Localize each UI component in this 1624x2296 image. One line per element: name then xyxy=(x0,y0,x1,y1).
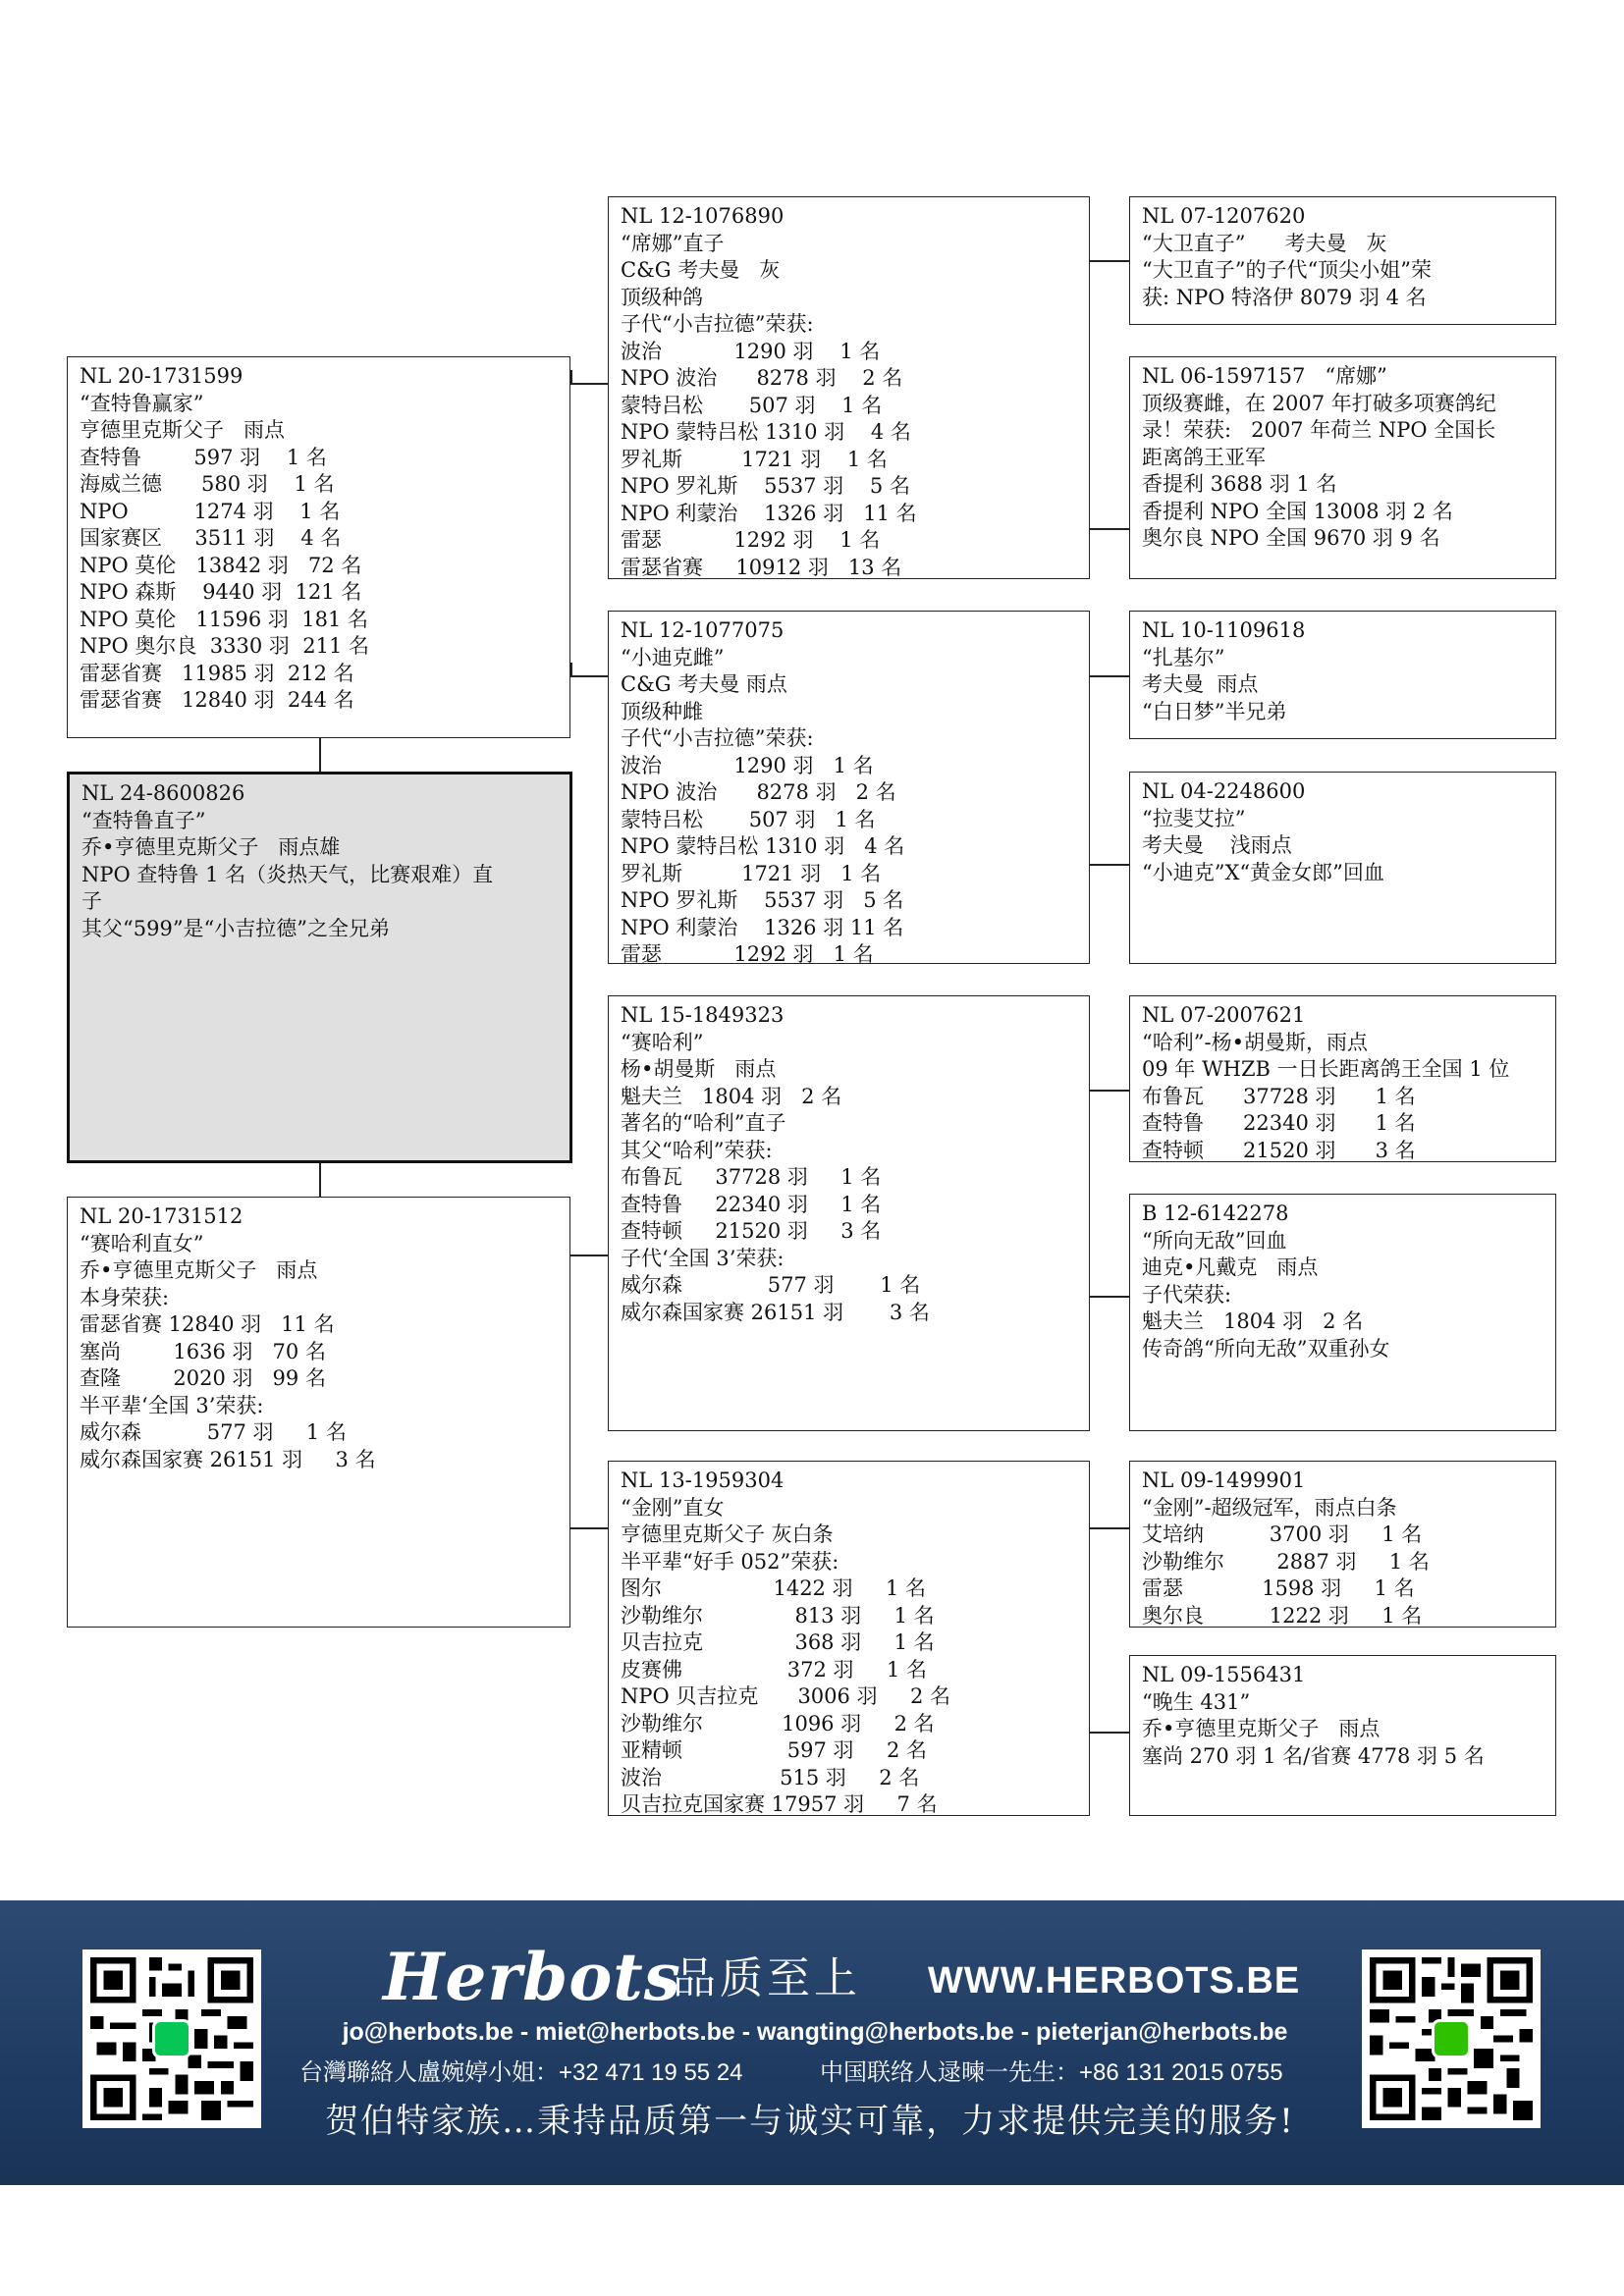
pedigree-line: 著名的“哈利”直子 xyxy=(621,1111,786,1135)
pedigree-line: NPO 利蒙治 1326 羽 11 名 xyxy=(621,501,917,525)
pedigree-line: 雷瑟省赛 10912 羽 13 名 xyxy=(621,555,902,579)
pedigree-line: 亨德里克斯父子 雨点 xyxy=(80,418,286,442)
pedigree-line: NPO 波治 8278 羽 2 名 xyxy=(621,366,903,390)
pedigree-line: 查特鲁 22340 羽 1 名 xyxy=(621,1192,882,1216)
wechat-icon xyxy=(1432,2019,1471,2058)
pedigree-line: “查特鲁赢家” xyxy=(80,391,204,415)
ring-number: NL 20-1731599 xyxy=(80,364,244,388)
great-grandparent-2-card xyxy=(1129,356,1556,579)
connector-sire-gp-sd xyxy=(570,663,572,675)
connector-dam-gp-h2 xyxy=(570,1527,608,1529)
tagline: 贺伯特家族…秉持品质第一与诚实可靠，力求提供完美的服务! xyxy=(325,2102,1295,2141)
pedigree-line: 塞尚 1636 羽 70 名 xyxy=(80,1339,326,1363)
pedigree-line: NPO 罗礼斯 5537 羽 5 名 xyxy=(621,888,904,912)
ring-number: NL 06-1597157 “席娜” xyxy=(1142,364,1387,388)
brand-row xyxy=(373,1939,1301,2015)
pedigree-line: “金刚”直女 xyxy=(621,1495,725,1520)
email-list[interactable]: jo@herbots.be - miet@herbots.be - wangting@herbots.be - pieterjan@herbots.be xyxy=(342,2018,1288,2046)
pedigree-line: 获: NPO 特洛伊 8079 羽 4 名 xyxy=(1142,285,1427,309)
pedigree-line: 蒙特吕松 507 羽 1 名 xyxy=(621,807,876,831)
pedigree-line: 其父“哈利”荣获: xyxy=(621,1138,773,1162)
ring-number: NL 09-1556431 xyxy=(1142,1663,1306,1686)
connector-gp4-ggp-h2 xyxy=(1090,1732,1129,1734)
footer-banner xyxy=(0,1900,1624,2185)
pedigree-line: 海威兰德 580 羽 1 名 xyxy=(80,472,335,496)
pedigree-line: 威尔森国家赛 26151 羽 3 名 xyxy=(621,1300,930,1324)
pedigree-line: 雷瑟省赛 12840 羽 244 名 xyxy=(80,688,354,712)
pedigree-line: “哈利”-杨•胡曼斯，雨点 xyxy=(1142,1030,1368,1054)
great-grandparent-4-card xyxy=(1129,772,1556,964)
pedigree-line: 沙勒维尔 813 羽 1 名 xyxy=(621,1603,935,1628)
pedigree-line: 子代“小吉拉德”荣获: xyxy=(621,726,814,750)
pedigree-line: “大卫直子”的子代“顶尖小姐”荣 xyxy=(1142,258,1432,282)
pedigree-line: 艾培纳 3700 羽 1 名 xyxy=(1142,1522,1423,1546)
qr-code-line[interactable] xyxy=(82,1949,261,2128)
pedigree-line: 乔•亨德里克斯父子 雨点 xyxy=(80,1258,318,1282)
ring-number: NL 07-1207620 xyxy=(1142,204,1306,228)
ring-number: NL 09-1499901 xyxy=(1142,1468,1306,1492)
pedigree-line: 塞尚 270 羽 1 名/省赛 4778 羽 5 名 xyxy=(1142,1743,1485,1768)
pedigree-line: 奥尔良 1222 羽 1 名 xyxy=(1142,1603,1423,1628)
pedigree-line: NPO 查特鲁 1 名（炎热天气，比赛艰难）直 xyxy=(81,862,494,886)
ring-number: NL 04-2248600 xyxy=(1142,779,1306,803)
ring-number: B 12-6142278 xyxy=(1142,1201,1289,1225)
great-grandparent-8-card xyxy=(1129,1655,1556,1816)
pedigree-line: 查特顿 21520 羽 3 名 xyxy=(1142,1138,1416,1162)
line-app-icon xyxy=(152,2019,191,2058)
connector-gp1-ggp-h2 xyxy=(1090,528,1129,530)
pedigree-line: 图尔 1422 羽 1 名 xyxy=(621,1576,927,1600)
pedigree-line: 威尔森 577 羽 1 名 xyxy=(621,1273,921,1297)
pedigree-line: 波治 515 羽 2 名 xyxy=(621,1765,920,1789)
pedigree-line: “大卫直子” 考夫曼 灰 xyxy=(1142,231,1387,255)
ring-number: NL 13-1959304 xyxy=(621,1468,785,1492)
pedigree-line: 09 年 WHZB 一日长距离鸽王全国 1 位 xyxy=(1142,1057,1510,1081)
great-grandparent-6-card xyxy=(1129,1194,1556,1431)
pedigree-line: NPO 波治 8278 羽 2 名 xyxy=(621,780,896,804)
grandparent-sire-sire-card xyxy=(608,196,1090,579)
pedigree-line: 顶级种鸽 xyxy=(621,285,703,309)
pedigree-line: 查特鲁 597 羽 1 名 xyxy=(80,445,327,469)
pedigree-line: 距离鸽王亚军 xyxy=(1142,445,1266,469)
connector-dam-gp-h1 xyxy=(570,1255,608,1256)
pedigree-line: 波治 1290 羽 1 名 xyxy=(621,339,881,363)
grandparent-dam-dam-card xyxy=(608,1461,1090,1816)
pedigree-line: 奥尔良 NPO 全国 9670 羽 9 名 xyxy=(1142,526,1440,550)
great-grandparent-1-card xyxy=(1129,196,1556,325)
pedigree-line: 杨•胡曼斯 雨点 xyxy=(621,1057,777,1081)
pedigree-line: 雷瑟省赛 11985 羽 212 名 xyxy=(80,661,354,685)
pedigree-line: 顶级种雌 xyxy=(621,699,703,723)
connector-sire-gp-ss xyxy=(570,370,572,383)
pedigree-line: 沙勒维尔 2887 羽 1 名 xyxy=(1142,1549,1430,1574)
connector-gp3-ggp-h2 xyxy=(1090,1296,1129,1298)
pedigree-line: 布鲁瓦 37728 羽 1 名 xyxy=(1142,1084,1416,1108)
connector-gp2-ggp-h1 xyxy=(1090,675,1129,677)
pedigree-line: C&G 考夫曼 灰 xyxy=(621,258,781,282)
parent-dam-card xyxy=(67,1197,570,1628)
connector-sire-subject xyxy=(319,737,321,772)
pedigree-line: 乔•亨德里克斯父子 雨点 xyxy=(1142,1717,1380,1740)
pedigree-line: 魁夫兰 1804 羽 2 名 xyxy=(621,1084,842,1108)
ring-number: NL 12-1077075 xyxy=(621,618,785,642)
pedigree-line: 国家赛区 3511 羽 4 名 xyxy=(80,526,342,550)
connector-sire-gp-h1 xyxy=(570,383,608,385)
herbots-logo[interactable]: Herbots xyxy=(383,1939,681,2015)
pedigree-line: 皮赛佛 372 羽 1 名 xyxy=(621,1657,927,1682)
pedigree-line: “白日梦”半兄弟 xyxy=(1142,699,1287,723)
pedigree-line: NPO 莫伦 11596 羽 181 名 xyxy=(80,607,369,631)
pedigree-line: NPO 1274 羽 1 名 xyxy=(80,499,341,523)
pedigree-line: 亨德里克斯父子 灰白条 xyxy=(621,1522,834,1546)
pedigree-line: “小迪克雌” xyxy=(621,645,725,669)
brand-slogan: 品质至上 xyxy=(673,1953,861,2003)
pedigree-line: 查隆 2020 羽 99 名 xyxy=(80,1366,326,1390)
pedigree-line: “金刚”-超级冠军，雨点白条 xyxy=(1142,1495,1397,1520)
ring-number: NL 10-1109618 xyxy=(1142,618,1306,642)
pedigree-line: 子代‘全国 3’荣获: xyxy=(621,1246,785,1270)
pedigree-line: “赛哈利” xyxy=(621,1030,704,1054)
pedigree-line: 乔•亨德里克斯父子 雨点雄 xyxy=(81,835,341,859)
pedigree-line: 威尔森国家赛 26151 羽 3 名 xyxy=(80,1447,376,1471)
pedigree-line: “席娜”直子 xyxy=(621,231,725,255)
great-grandparent-3-card xyxy=(1129,611,1556,739)
qr-code-wechat[interactable] xyxy=(1362,1949,1541,2128)
pedigree-line: 魁夫兰 1804 羽 2 名 xyxy=(1142,1309,1364,1333)
pedigree-line: NPO 蒙特吕松 1310 羽 4 名 xyxy=(621,834,905,858)
pedigree-line: 香提利 3688 羽 1 名 xyxy=(1142,472,1337,496)
pedigree-line: 本身荣获: xyxy=(80,1285,170,1309)
great-grandparent-7-card xyxy=(1129,1461,1556,1628)
pedigree-line: 威尔森 577 羽 1 名 xyxy=(80,1420,347,1444)
pedigree-line: “拉斐艾拉” xyxy=(1142,806,1246,830)
pedigree-line: “小迪克”X“黄金女郎”回血 xyxy=(1142,860,1384,884)
pedigree-line: 蒙特吕松 507 羽 1 名 xyxy=(621,393,883,417)
subject-pigeon-card xyxy=(67,772,572,1163)
pedigree-line: 子代“小吉拉德”荣获: xyxy=(621,312,814,336)
pedigree-line: NPO 贝吉拉克 3006 羽 2 名 xyxy=(621,1684,950,1708)
pedigree-line: 子代荣获: xyxy=(1142,1282,1232,1307)
pedigree-line: 半平辈‘全国 3’荣获: xyxy=(80,1393,264,1417)
pedigree-line: 罗礼斯 1721 羽 1 名 xyxy=(621,861,882,885)
pedigree-line: “查特鲁直子” xyxy=(81,808,206,832)
pedigree-line: 香提利 NPO 全国 13008 羽 2 名 xyxy=(1142,499,1453,523)
pedigree-line: 沙勒维尔 1096 羽 2 名 xyxy=(621,1711,935,1735)
contact-china: 中国联络人逯暕一先生：+86 131 2015 0755 xyxy=(820,2059,1283,2086)
pedigree-line: 子 xyxy=(81,889,102,913)
pedigree-line: NPO 莫伦 13842 羽 72 名 xyxy=(80,553,362,577)
pedigree-line: 雷瑟省赛 12840 羽 11 名 xyxy=(80,1312,335,1336)
great-grandparent-5-card xyxy=(1129,995,1556,1162)
pedigree-line: 半平辈“好手 052”荣获: xyxy=(621,1549,839,1574)
connector-gp3-ggp-h1 xyxy=(1090,1090,1129,1092)
pedigree-line: “晚生 431” xyxy=(1142,1689,1251,1714)
pedigree-line: C&G 考夫曼 雨点 xyxy=(621,672,787,696)
pedigree-line: 贝吉拉克 368 羽 1 名 xyxy=(621,1630,935,1654)
pedigree-line: 波治 1290 羽 1 名 xyxy=(621,753,874,777)
contact-taiwan: 台灣聯絡人盧婉婷小姐：+32 471 19 55 24 xyxy=(299,2059,743,2086)
pedigree-line: 传奇鸽“所向无敌”双重孙女 xyxy=(1142,1336,1390,1361)
pedigree-line: 迪克•凡戴克 雨点 xyxy=(1142,1255,1319,1279)
connector-subject-dam xyxy=(319,1162,321,1197)
grandparent-dam-sire-card xyxy=(608,995,1090,1431)
pedigree-line: 录！荣获: 2007 年荷兰 NPO 全国长 xyxy=(1142,418,1496,442)
ring-number: NL 15-1849323 xyxy=(621,1003,785,1027)
connector-gp4-ggp-h1 xyxy=(1090,1527,1129,1529)
pedigree-line: NPO 森斯 9440 羽 121 名 xyxy=(80,580,362,604)
pedigree-line: 亚精顿 597 羽 2 名 xyxy=(621,1738,927,1762)
pedigree-line: 雷瑟 1292 羽 1 名 xyxy=(621,528,881,552)
pedigree-line: 查特顿 21520 羽 3 名 xyxy=(621,1219,882,1243)
pedigree-line: “所向无敌”回血 xyxy=(1142,1228,1287,1253)
ring-number: NL 12-1076890 xyxy=(621,204,785,228)
pedigree-line: 顶级赛雌，在 2007 年打破多项赛鸽纪 xyxy=(1142,391,1496,415)
pedigree-line: 布鲁瓦 37728 羽 1 名 xyxy=(621,1165,882,1189)
pedigree-line: NPO 罗礼斯 5537 羽 5 名 xyxy=(621,474,910,498)
pedigree-line: “扎基尔” xyxy=(1142,645,1225,669)
ring-number: NL 07-2007621 xyxy=(1142,1003,1306,1027)
pedigree-line: NPO 蒙特吕松 1310 羽 4 名 xyxy=(621,420,911,444)
pedigree-line: NPO 利蒙治 1326 羽 11 名 xyxy=(621,915,904,939)
pedigree-line: 雷瑟 1598 羽 1 名 xyxy=(1142,1576,1415,1600)
ring-number: NL 24-8600826 xyxy=(81,781,245,805)
connector-gp1-ggp-h1 xyxy=(1090,260,1129,262)
pedigree-line: 其父“599”是“小吉拉德”之全兄弟 xyxy=(81,916,391,940)
pedigree-line: 考夫曼 雨点 xyxy=(1142,672,1259,696)
pedigree-line: 查特鲁 22340 羽 1 名 xyxy=(1142,1111,1416,1135)
pedigree-line: 贝吉拉克国家赛 17957 羽 7 名 xyxy=(621,1792,938,1816)
pedigree-line: 雷瑟 1292 羽 1 名 xyxy=(621,942,874,964)
parent-sire-card xyxy=(67,356,570,738)
pedigree-line: 考夫曼 浅雨点 xyxy=(1142,833,1292,857)
ring-number: NL 20-1731512 xyxy=(80,1204,244,1228)
pedigree-line: “赛哈利直女” xyxy=(80,1231,204,1255)
grandparent-sire-dam-card xyxy=(608,611,1090,964)
website-link[interactable]: WWW.HERBOTS.BE xyxy=(928,1960,1301,2002)
connector-gp2-ggp-h2 xyxy=(1090,864,1129,866)
connector-sire-gp-h2 xyxy=(570,675,608,677)
pedigree-line: 罗礼斯 1721 羽 1 名 xyxy=(621,447,888,471)
pedigree-line: NPO 奥尔良 3330 羽 211 名 xyxy=(80,634,369,658)
